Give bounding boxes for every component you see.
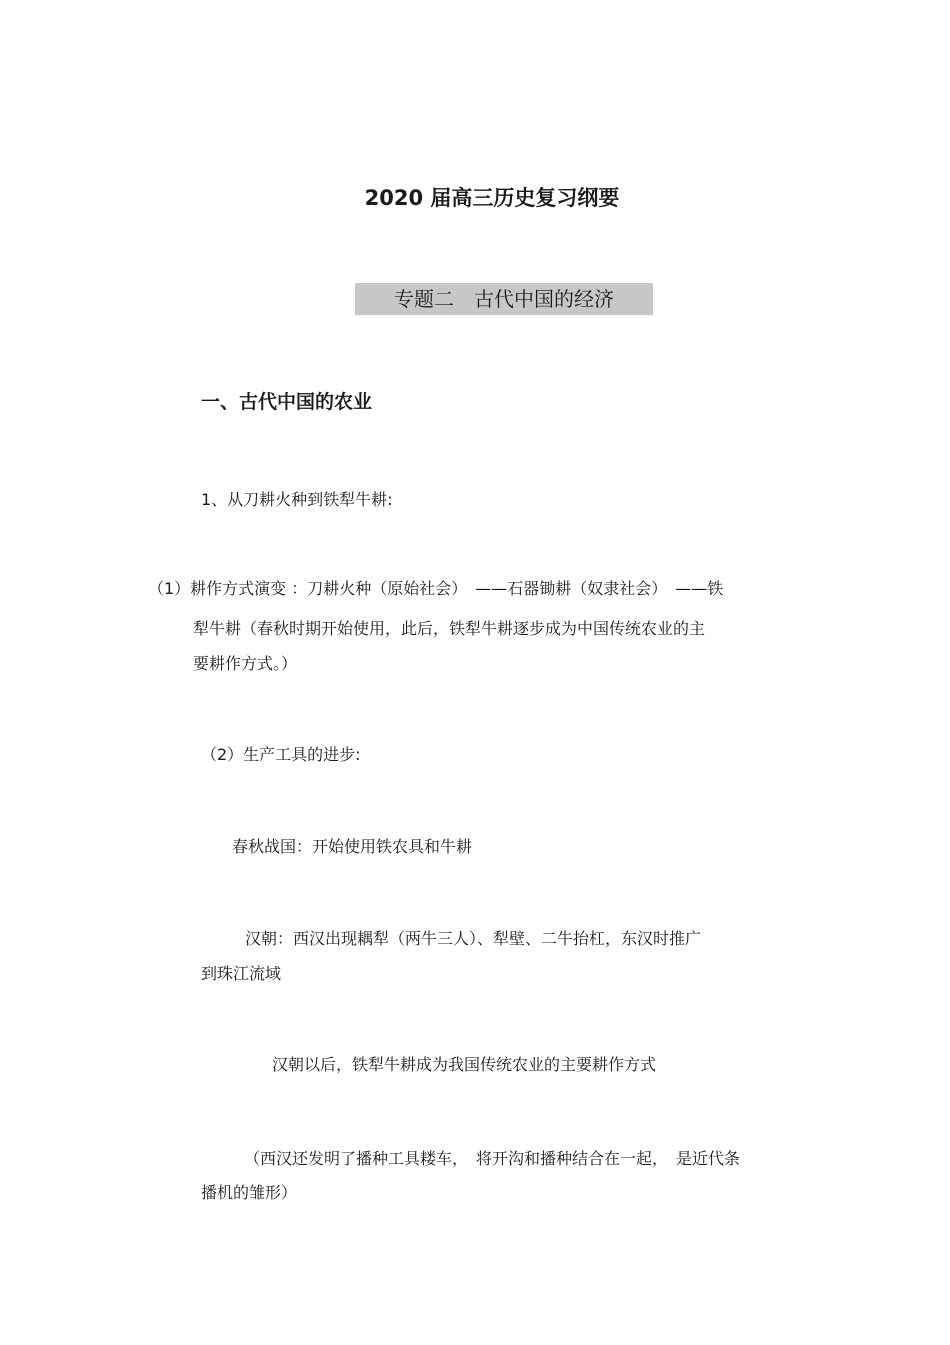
spring-autumn-line: 春秋战国：开始使用铁农具和牛耕 — [232, 837, 473, 856]
topic-title: 专题二 古代中国的经济 — [394, 287, 614, 311]
point-1-line-2: 犁牛耕（春秋时期开始使用，此后，铁犁牛耕逐步成为中国传统农业的主 — [193, 619, 706, 638]
han-dynasty-line-2: 到珠江流域 — [201, 964, 282, 983]
document-title: 2020 届高三历史复习纲要 — [364, 186, 620, 210]
point-1-line-3: 要耕作方式。） — [193, 654, 298, 673]
item-heading-plough: 1、从刀耕火种到铁犁牛耕: — [201, 490, 393, 509]
point-1-line-1: （1）耕作方式演变 ：刀耕火种（原始社会） ——石器锄耕（奴隶社会） ——铁 — [148, 579, 724, 598]
section-heading-agriculture: 一、古代中国的农业 — [201, 391, 373, 413]
han-dynasty-line-1: 汉朝：西汉出现耦犁（两牛三人）、犁壁、二牛抬杠，东汉时推广 — [245, 929, 702, 948]
western-han-line-2: 播机的雏形） — [201, 1183, 298, 1202]
after-han-line: 汉朝以后，铁犁牛耕成为我国传统农业的主要耕作方式 — [272, 1055, 657, 1074]
western-han-line-1: （西汉还发明了播种工具耧车， 将开沟和播种结合在一起， 是近代条 — [244, 1149, 741, 1168]
point-2-heading: （2）生产工具的进步: — [201, 745, 361, 764]
